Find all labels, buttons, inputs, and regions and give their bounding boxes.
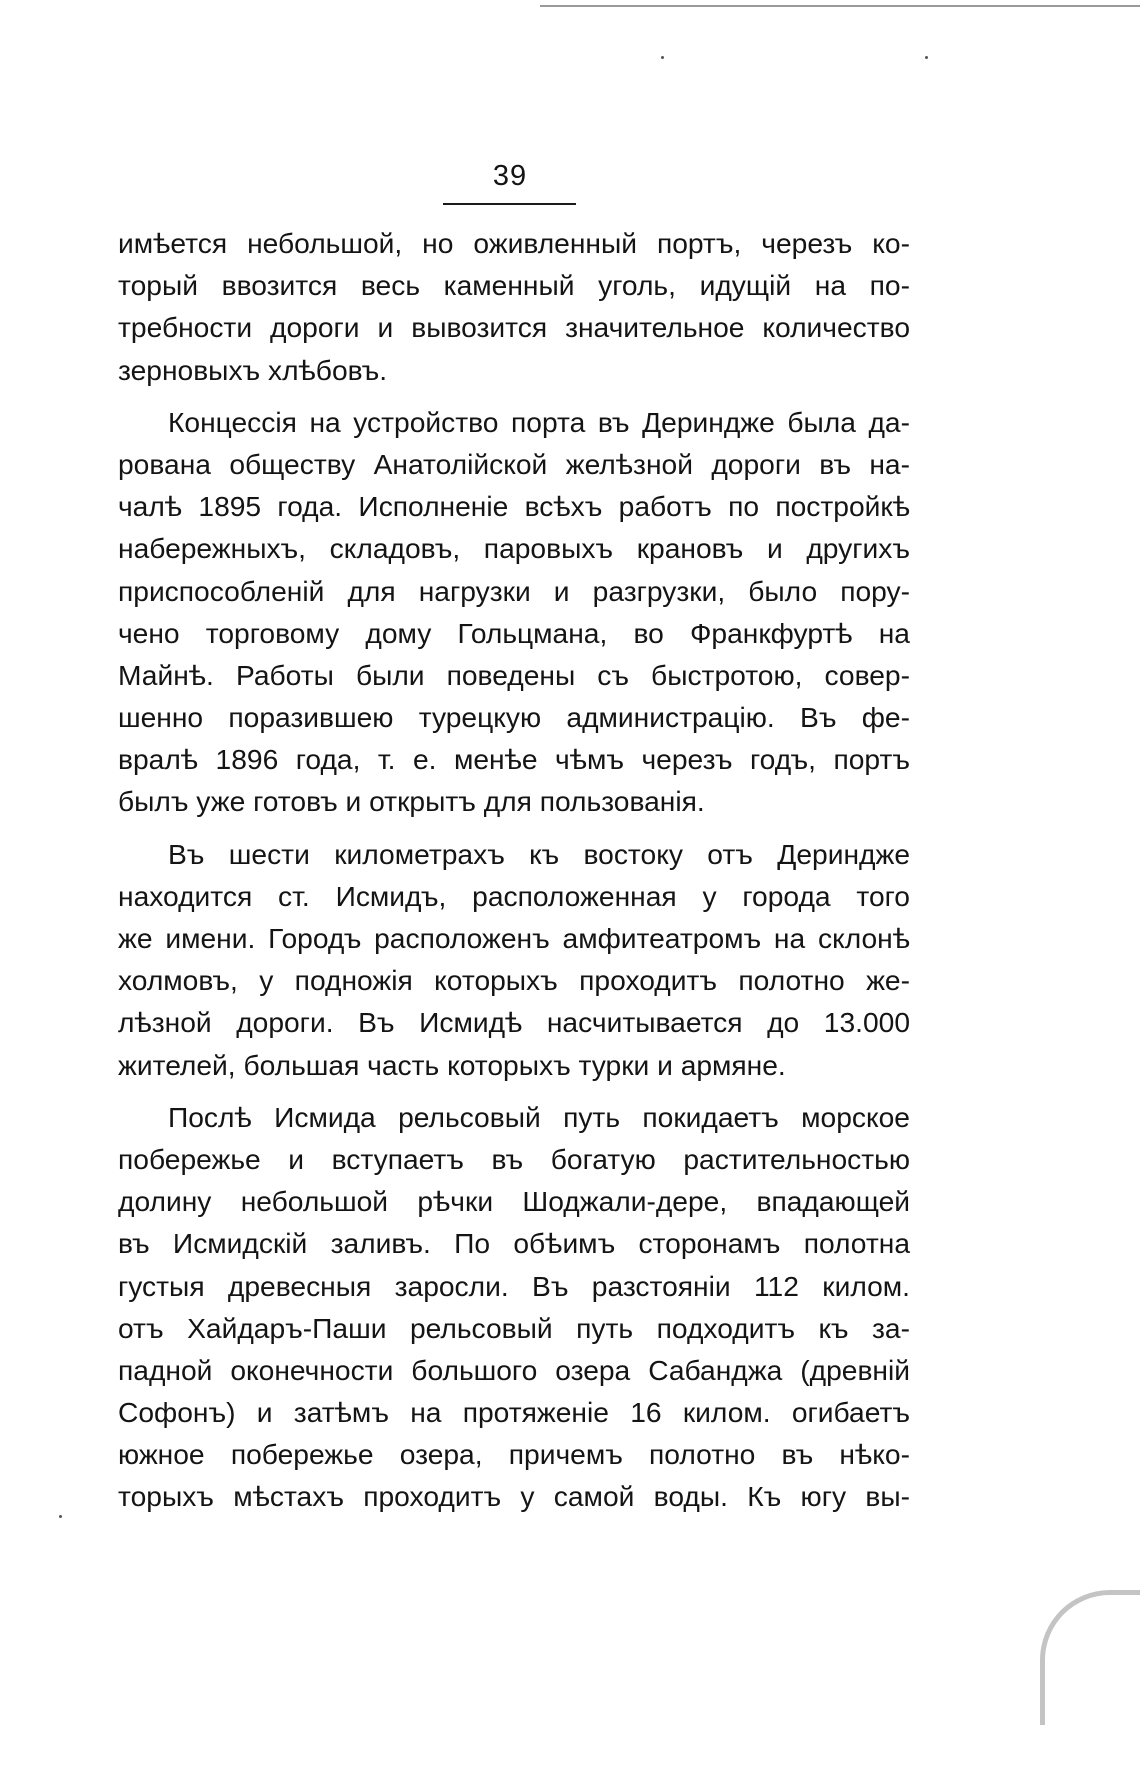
text-line: побережье и вступаетъ въ богатую растительностью bbox=[118, 1142, 910, 1175]
text-line: находится ст. Исмидъ, расположенная у города того bbox=[118, 879, 910, 912]
text-line: вралѣ 1896 года, т. е. менѣе чѣмъ черезъ годъ, портъ bbox=[118, 743, 910, 776]
text-line: долину небольшой рѣчки Шоджали-дере, впадающей bbox=[118, 1185, 910, 1218]
scan-speck bbox=[59, 1515, 62, 1518]
text-line: Въ шести километрахъ къ востоку отъ Дериндже bbox=[168, 837, 910, 870]
text-line: зерновыхъ хлѣбовъ. bbox=[118, 353, 388, 386]
text-line: жителей, большая часть которыхъ турки и армяне. bbox=[118, 1048, 786, 1081]
text-line: густыя древесныя заросли. Въ разстояніи 112 килом. bbox=[118, 1269, 910, 1302]
text-line: Софонъ) и затѣмъ на протяженіе 16 килом. огибаетъ bbox=[118, 1396, 910, 1429]
text-line: Послѣ Исмида рельсовый путь покидаетъ морское bbox=[168, 1100, 910, 1133]
text-line: былъ уже готовъ и открытъ для пользованія. bbox=[118, 785, 705, 818]
text-line: набережныхъ, складовъ, паровыхъ крановъ и другихъ bbox=[118, 532, 910, 565]
text-line: падной оконечности большого озера Сабанджа (древній bbox=[118, 1353, 910, 1386]
text-line: Концессія на устройство порта въ Дериндже была да- bbox=[168, 405, 910, 438]
scan-speck bbox=[925, 56, 928, 59]
text-line: чалѣ 1895 года. Исполненіе всѣхъ работъ по постройкѣ bbox=[118, 490, 910, 523]
text-line: имѣется небольшой, но оживленный портъ, черезъ ко- bbox=[118, 227, 910, 259]
paragraph bbox=[118, 833, 910, 1086]
body-text bbox=[118, 222, 910, 1528]
text-line: лѣзной дороги. Въ Исмидѣ насчитывается до 13.000 bbox=[118, 1006, 910, 1039]
text-line: же имени. Городъ расположенъ амфитеатромъ на склонѣ bbox=[118, 922, 910, 954]
text-line: шенно поразившею турецкую администрацію. Въ фе- bbox=[118, 701, 910, 734]
text-line: южное побережье озера, причемъ полотно въ нѣко- bbox=[118, 1438, 910, 1471]
text-line: торыхъ мѣстахъ проходитъ у самой воды. Къ югу вы- bbox=[118, 1480, 910, 1513]
page-number-rule bbox=[443, 203, 576, 205]
text-line: въ Исмидскій заливъ. По обѣимъ сторонамъ полотна bbox=[118, 1227, 910, 1260]
paragraph bbox=[118, 222, 910, 391]
paragraph bbox=[118, 1096, 910, 1518]
scan-top-rule bbox=[540, 5, 1140, 7]
page-number: 39 bbox=[492, 160, 528, 192]
text-line: Майнѣ. Работы были поведены съ быстротою, совер- bbox=[118, 658, 910, 691]
text-line: чено торговому дому Гольцмана, во Франкфуртѣ на bbox=[118, 616, 910, 649]
scan-edge-mark bbox=[1040, 1590, 1140, 1725]
paragraph bbox=[118, 401, 910, 823]
text-line: рована обществу Анатолійской желѣзной дороги въ на- bbox=[118, 447, 910, 480]
text-line: торый ввозится весь каменный уголь, идущій на по- bbox=[118, 269, 910, 302]
text-line: требности дороги и вывозится значительное количество bbox=[118, 311, 910, 344]
text-line: отъ Хайдаръ-Паши рельсовый путь подходитъ къ за- bbox=[118, 1311, 910, 1344]
text-line: приспособленій для нагрузки и разгрузки, было пору- bbox=[118, 574, 910, 607]
text-line: холмовъ, у подножія которыхъ проходитъ полотно же- bbox=[118, 964, 910, 997]
scan-speck bbox=[661, 56, 664, 59]
